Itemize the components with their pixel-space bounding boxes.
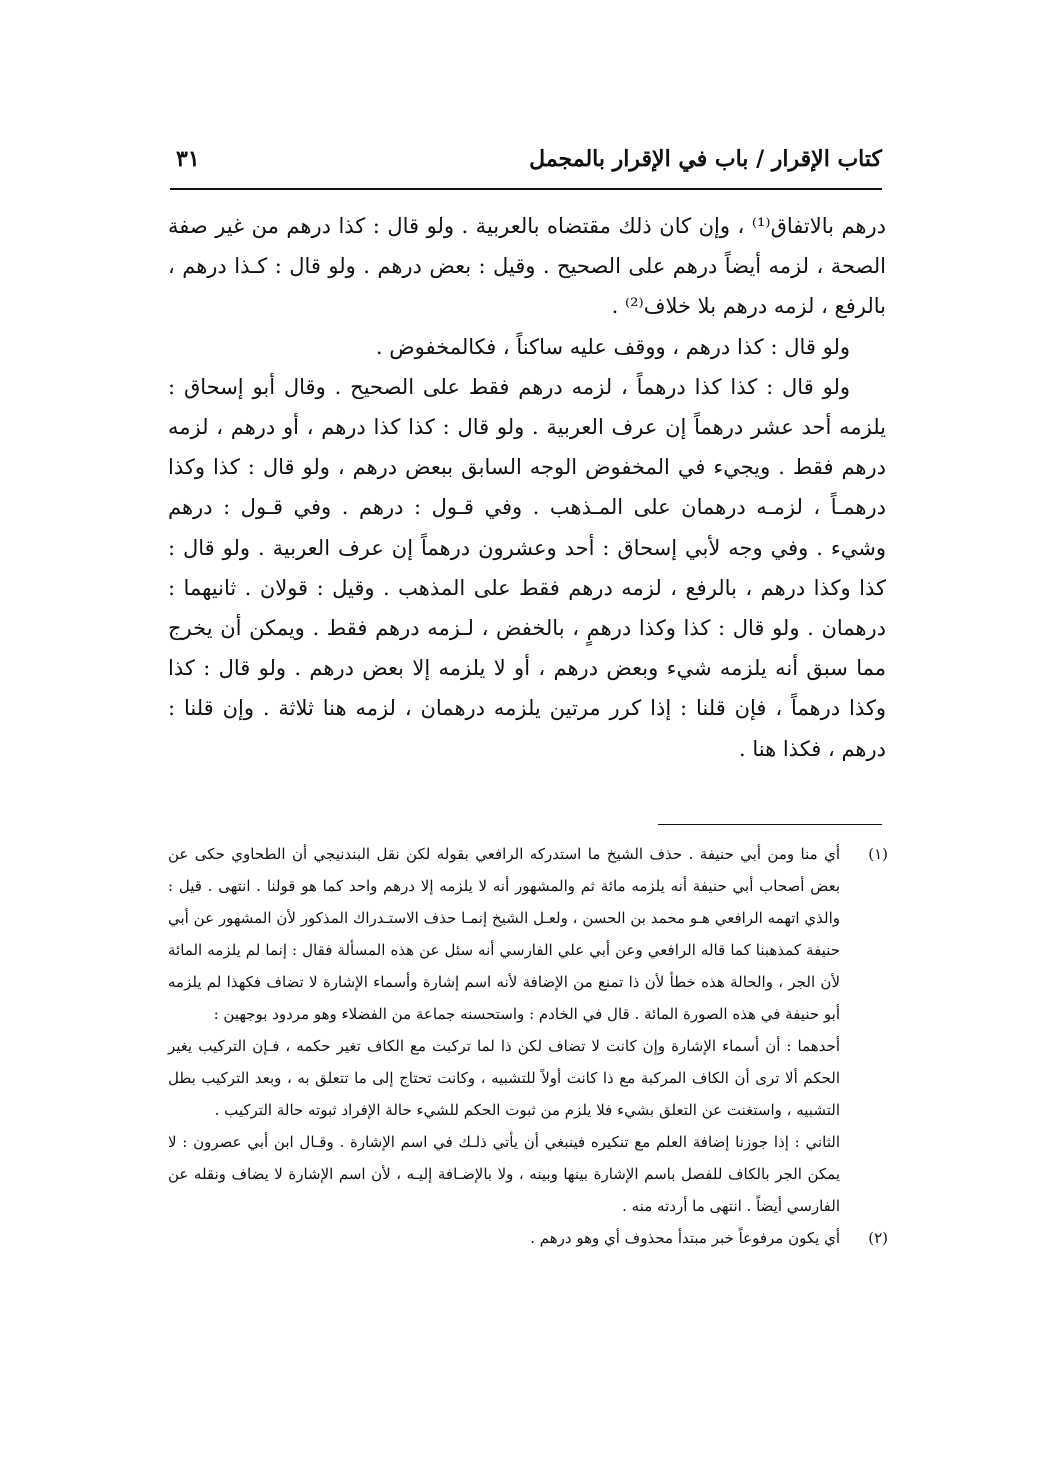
footnote	[168, 1222, 888, 1254]
footnote-paragraph: الثاني : إذا جوزنا إضافة العلم مع تنكيره فينبغي أن يأتي ذلـك في اسم الإشارة . وقـال ابن أبي عصرون : لا يمكن الجر بالكاف للفصل باسم الإشارة بينها وبينه ، ولا بالإضـافة إليـه ، لأن اسم الإشارة لا يضاف ونقله عن الفارسي أيضاً . انتهى ما أردته منه .	[168, 1133, 841, 1215]
main-text	[168, 206, 886, 769]
footnote-number: (٢)	[868, 1229, 888, 1247]
footnote-paragraph: أي يكون مرفوعاً خبر مبتدأ محذوف أي وهو درهم .	[530, 1229, 840, 1247]
paragraph: ولو قال : كذا درهم ، ووقف عليه ساكناً ، فكالمخفوض .	[375, 334, 850, 359]
chapter-title: كتاب الإقرار / باب في الإقرار بالمجمل	[529, 146, 882, 172]
paragraph: درهم بالاتفاق⁽¹⁾ ، وإن كان ذلك مقتضاه بالعربية . ولو قال : كذا درهم من غير صفة الصحة ، لزمه أيضاً درهم على الصحيح . وقيل : بعض درهم . ولو قال : كـذا درهم ، بالرفع ، لزمه درهم بلا خلاف⁽²⁾ .	[168, 214, 886, 319]
footnote-paragraph: أحدهما : أن أسماء الإشارة وإن كانت لا تضاف لكن ذا لما تركبت مع الكاف تغير حكمه ، فـإن التركيب يغير الحكم ألا ترى أن الكاف المركبة مع ذا كانت أولاً للتشبيه ، وكانت تحتاج إلى ما تتعلق به ، وبعد التركيب بطل التشبيه ، واستغنت عن التعلق بشيء فلا يلزم من ثبوت الحكم للشيء حالة الإفراد ثبوته حالة التركيب .	[168, 1037, 840, 1119]
running-header	[170, 140, 882, 190]
footnote-number: (١)	[868, 845, 888, 863]
page-number: ٣١	[176, 146, 200, 172]
footnote	[168, 838, 888, 1222]
footnotes	[168, 838, 888, 1254]
paragraph: ولو قال : كذا كذا درهماً ، لزمه درهم فقط على الصحيح . وقال أبو إسحاق : يلزمه أحد عشر درهماً إن عرف العربية . ولو قال : كذا كذا درهم ، أو درهم ، لزمه درهم فقط . ويجيء في المخفوض الوجه السابق ببعض درهم ، ولو قال : كذا وكذا درهمـاً ، لزمـه درهمان على المـذهب . وفي قـول : درهم . وفي قـول : درهم وشيء . وفي وجه لأبي إسحاق : أحد وعشرون درهماً إن عرف العربية . ولو قال : كذا وكذا درهم ، بالرفع ، لزمه درهم فقط على المذهب . وقيل : قولان . ثانيهما : درهمان . ولو قال : كذا وكذا درهمٍ ، بالخفض ، لـزمه درهم فقط . ويمكن أن يخرج مما سبق أنه يلزمه شيء وبعض درهم ، أو لا يلزمه إلا بعض درهم . ولو قال : كذا وكذا درهماً ، فإن قلنا : إذا كرر مرتين يلزمه درهمان ، لزمه هنا ثلاثة . وإن قلنا : درهم ، فكذا هنا .	[168, 374, 886, 761]
footnote-divider	[658, 824, 882, 825]
footnote-paragraph: أي منا ومن أبي حنيفة . حذف الشيخ ما استدركه الرافعي بقوله لكن نقل البندنيجي أن الطحاوي حكى عن بعض أصحاب أبي حنيفة أنه يلزمه مائة ثم والمشهور أنه لا يلزمه إلا درهم واحد كما هو قولنا . انتهى . قيل : والذي اتهمه الرافعي هـو محمد بن الحسن ، ولعـل الشيخ إنمـا حذف الاستـدراك المذكور لأن المشهور عن أبي حنيفة كمذهبنا كما قاله الرافعي وعن أبي علي الفارسي أنه سئل عن هذه المسألة فقال : إنما لم يلزمه المائة لأن الجر ، والحالة هذه خطأ لأن ذا تمنع من الإضافة لأنه اسم إشارة وأسماء الإشارة لا تضاف فكهذا لم يلزمه أبو حنيفة في هذه الصورة المائة . قال في الخادم : واستحسنه جماعة من الفضلاء وهو مردود بوجهين :	[168, 845, 841, 1023]
